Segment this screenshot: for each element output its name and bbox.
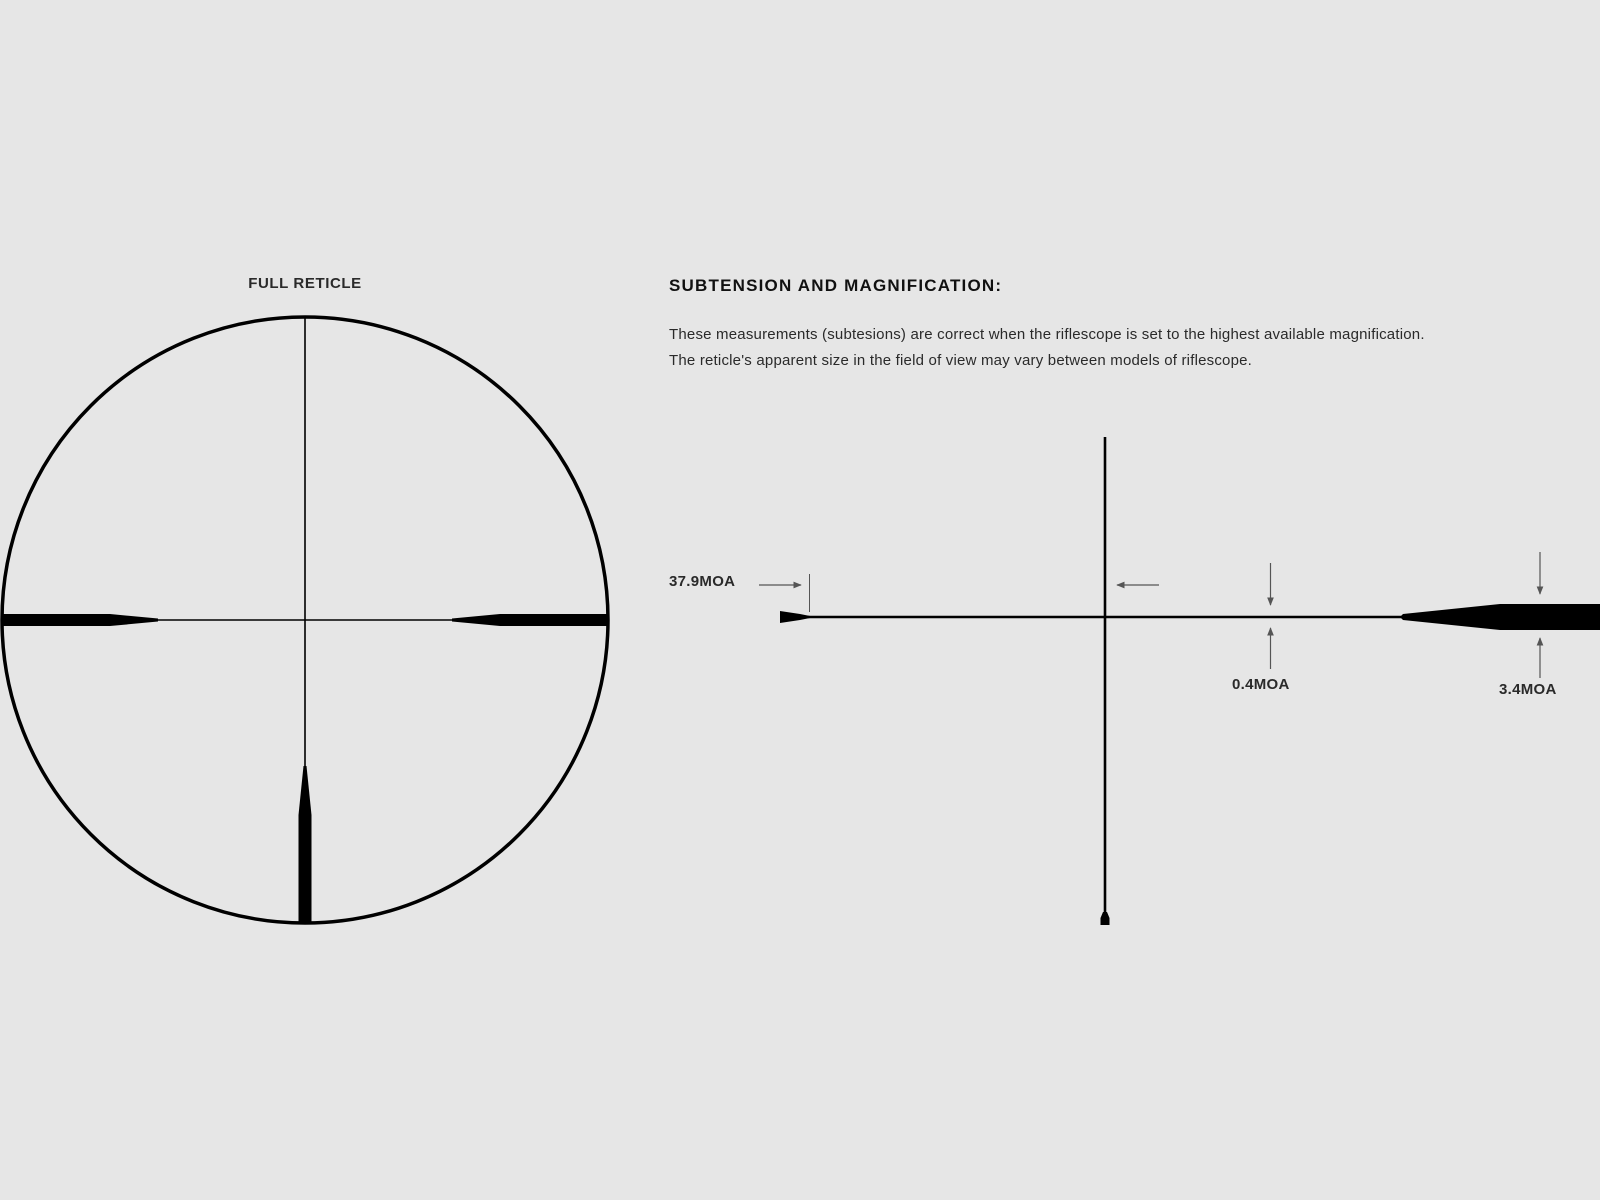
- detail-bottom-post-tip: [1101, 912, 1110, 925]
- thin-line-label: 0.4MOA: [1232, 676, 1290, 693]
- detail-left-post-tip: [780, 611, 810, 623]
- open-center-label: 37.9MOA: [669, 573, 736, 590]
- detail-right-post: [1400, 604, 1600, 630]
- thick-post-label: 3.4MOA: [1499, 681, 1557, 698]
- full-reticle-title: FULL RETICLE: [248, 275, 362, 292]
- description-line-1: These measurements (subtesions) are correct when the riflescope is set to the highest available magnification.: [669, 326, 1425, 343]
- section-heading: SUBTENSION AND MAGNIFICATION:: [669, 276, 1003, 295]
- description-line-2: The reticle's apparent size in the field of view may vary between models of riflescope.: [669, 352, 1253, 369]
